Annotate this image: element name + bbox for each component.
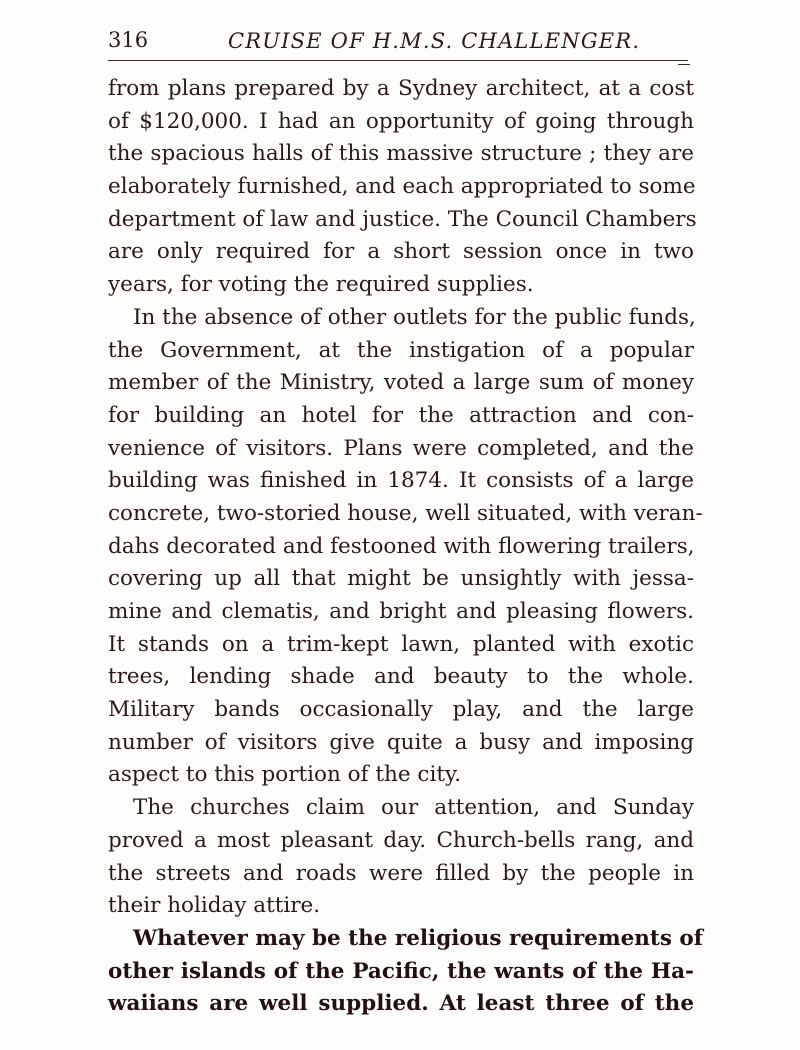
text-line: the Government, at the instigation of a popular bbox=[108, 337, 694, 363]
text-line: for building an hotel for the attraction and con- bbox=[108, 402, 694, 428]
text-line: The churches claim our attention, and Sunday bbox=[133, 795, 694, 821]
text-line: years, for voting the required supplies. bbox=[108, 272, 534, 298]
text-line: from plans prepared by a Sydney architect, at a cost bbox=[108, 76, 694, 101]
text-line: department of law and justice. The Council Chambers bbox=[108, 206, 697, 232]
paragraph-1 bbox=[108, 73, 697, 302]
text-line: their holiday attire. bbox=[108, 893, 321, 919]
running-head bbox=[108, 24, 690, 58]
text-line: building was finished in 1874. It consists of a large bbox=[108, 468, 694, 494]
text-line: aspect to this portion of the city. bbox=[108, 762, 462, 788]
text-line: It stands on a trim-kept lawn, planted with exotic bbox=[108, 631, 694, 657]
text-line: Whatever may be the religious requirements of bbox=[133, 925, 704, 951]
text-line: trees, lending shade and beauty to the whole. bbox=[108, 664, 694, 690]
text-line: covering up all that might be unsightly with jessa- bbox=[108, 566, 694, 592]
text-line: member of the Ministry, voted a large sum of money bbox=[108, 370, 694, 396]
page-number: 316 bbox=[108, 28, 149, 52]
text-line: dahs decorated and festooned with flowering trailers, bbox=[108, 533, 695, 559]
text-line: are only required for a short session once in two bbox=[108, 239, 694, 265]
text-line: the streets and roads were filled by the people in bbox=[108, 860, 694, 886]
paragraph-3 bbox=[108, 792, 694, 923]
text-line: proved a most pleasant day. Church-bells rang, and bbox=[108, 827, 694, 853]
text-line: the spacious halls of this massive structure ; they are bbox=[108, 141, 694, 167]
text-line: of $120,000. I had an opportunity of going through bbox=[108, 108, 694, 134]
text-line: mine and clematis, and bright and pleasing flowers. bbox=[108, 599, 694, 624]
text-line: In the absence of other outlets for the public funds, bbox=[133, 304, 696, 330]
text-line: Military bands occasionally play, and the large bbox=[108, 697, 694, 723]
text-line: other islands of the Pacific, the wants of the Ha- bbox=[108, 958, 694, 984]
text-line: elaborately furnished, and each appropriated to some bbox=[108, 174, 696, 200]
paragraph-4 bbox=[108, 923, 704, 1021]
header-rule bbox=[108, 60, 688, 61]
header-dash bbox=[678, 64, 690, 65]
text-line: concrete, two-storied house, well situated, with veran- bbox=[108, 500, 703, 526]
running-title: CRUISE OF H.M.S. CHALLENGER. bbox=[228, 29, 641, 53]
text-line: waiians are well supplied. At least three of the bbox=[108, 991, 694, 1017]
text-line: venience of visitors. Plans were completed, and the bbox=[108, 435, 694, 461]
text-line: number of visitors give quite a busy and imposing bbox=[108, 729, 694, 755]
paragraph-2 bbox=[108, 302, 703, 792]
body-text bbox=[108, 73, 704, 1021]
